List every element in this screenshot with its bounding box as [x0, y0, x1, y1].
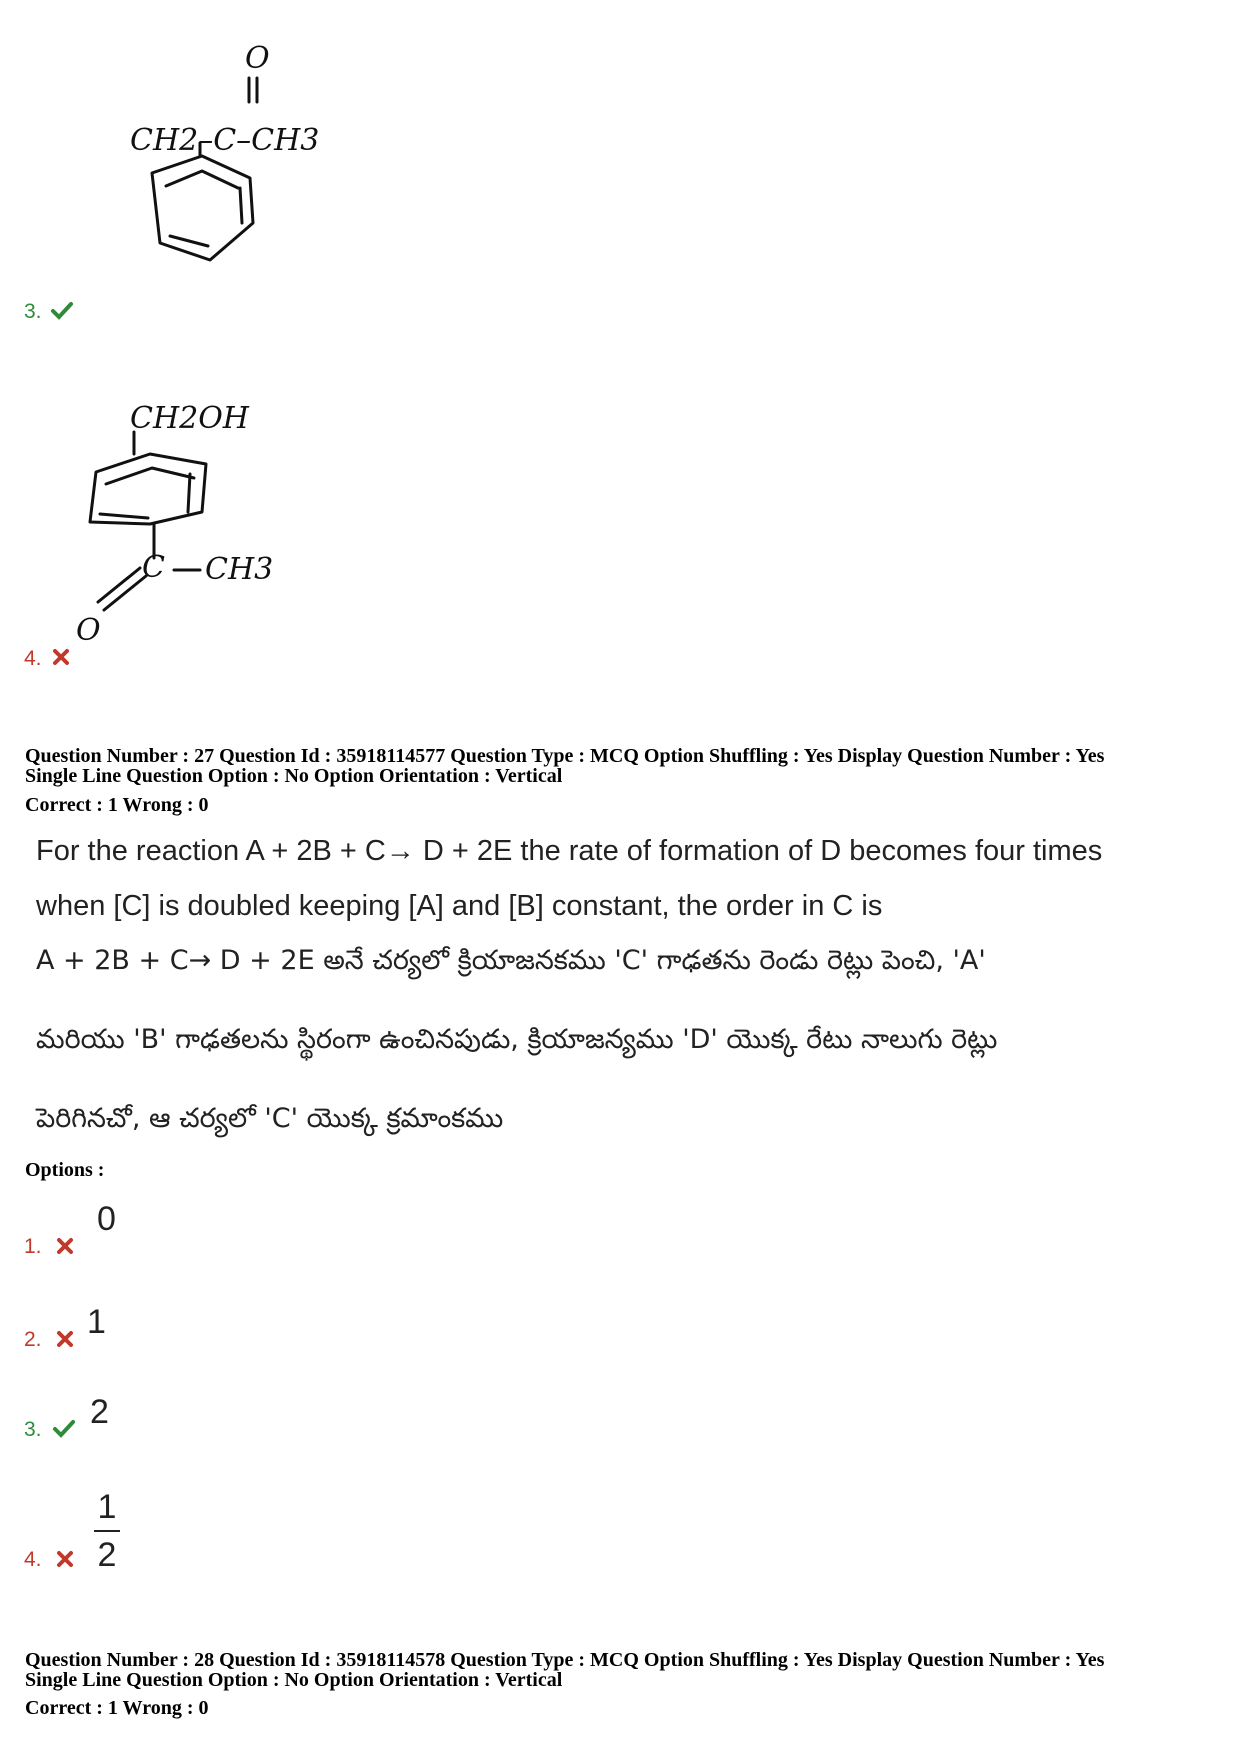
question-text-english: For the reaction A + 2B + C→ D + 2E the rate of formation of D becomes four times	[36, 835, 1103, 867]
question-meta-line: Single Line Question Option : No Option Orientation : Vertical	[25, 765, 563, 787]
structure-carbonyl-oxygen: O	[245, 41, 270, 76]
option-number: 3.	[24, 1418, 42, 1441]
question-text-telugu: మరియు 'B' గాఢతలను స్థిరంగా ఉంచినపుడు, క్రియాజన్యము 'D' యొక్క రేటు నాలుగు రెట్లు	[36, 1024, 998, 1055]
option-value-fraction[interactable]	[94, 1488, 120, 1574]
option-value[interactable]: 0	[97, 1200, 116, 1238]
option-number: 1.	[24, 1235, 42, 1258]
question-score-line: Correct : 1 Wrong : 0	[25, 1697, 209, 1719]
cross-icon	[52, 648, 70, 666]
question-text-english: when [C] is doubled keeping [A] and [B] constant, the order in C is	[36, 890, 883, 922]
option-number: 2.	[24, 1328, 42, 1351]
option-value[interactable]: 1	[87, 1303, 106, 1341]
cross-icon	[56, 1550, 74, 1568]
question-meta-line: Question Number : 27 Question Id : 35918114577 Question Type : MCQ Option Shuffling : Yes Display Question Number : Yes	[25, 745, 1105, 767]
option-3-structure-image	[100, 38, 400, 268]
option-number: 3.	[24, 300, 42, 323]
question-text-telugu: A + 2B + C→ D + 2E అనే చర్యలో క్రియాజనకము 'C' గాఢతను రెండు రెట్లు పెంచి, 'A'	[36, 945, 986, 976]
fraction-bar	[94, 1530, 120, 1532]
check-icon	[52, 1418, 76, 1438]
question-score-line: Correct : 1 Wrong : 0	[25, 794, 209, 816]
structure-side-chain-label: CH3	[205, 552, 274, 587]
option-number: 4.	[24, 1548, 42, 1571]
cross-icon	[56, 1330, 74, 1348]
structure-carbonyl-oxygen: O	[76, 613, 101, 648]
question-meta-line: Single Line Question Option : No Option Orientation : Vertical	[25, 1669, 563, 1691]
option-value[interactable]: 2	[90, 1393, 109, 1431]
svg-text:C: C	[142, 550, 165, 585]
structure-ch2oh-label: CH2OH	[130, 401, 249, 436]
structure-chain-label: CH2–C–CH3	[130, 123, 320, 158]
option-4-structure-image	[70, 372, 330, 652]
check-icon	[50, 300, 74, 320]
option-number: 4.	[24, 647, 42, 670]
cross-icon	[56, 1237, 74, 1255]
fraction-denominator: 2	[97, 1536, 117, 1574]
options-label: Options :	[25, 1159, 105, 1181]
question-meta-line: Question Number : 28 Question Id : 35918114578 Question Type : MCQ Option Shuffling : Yes Display Question Number : Yes	[25, 1649, 1105, 1671]
question-text-telugu: పెరిగినచో, ఆ చర్యలో 'C' యొక్క క్రమాంకము	[36, 1103, 504, 1134]
fraction-numerator: 1	[97, 1488, 117, 1526]
